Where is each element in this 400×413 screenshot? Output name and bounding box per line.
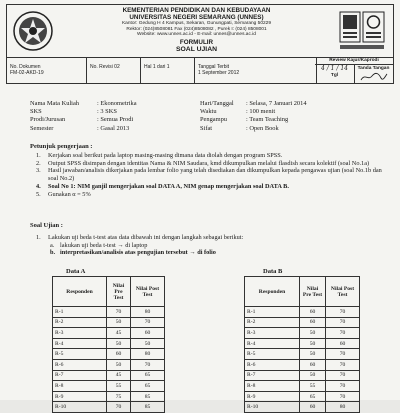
info-value: : 3 SKS — [97, 108, 117, 116]
info-row — [30, 100, 137, 108]
cell: 70 — [131, 317, 165, 328]
cell: R-1 — [245, 307, 300, 318]
column-header: Responden — [53, 277, 107, 307]
signature-icon — [359, 72, 389, 82]
cell: R-3 — [53, 328, 107, 339]
cell: 60 — [300, 307, 326, 318]
document-meta-row — [6, 58, 394, 84]
cell: R-10 — [245, 402, 300, 413]
issue-date-label: Tanggal Terbit — [198, 64, 230, 70]
item-number: 1. — [36, 234, 41, 241]
page-count-label: Hal 1 dari 1 — [144, 64, 170, 70]
instructions-heading: Petunjuk pengerjaan : — [30, 143, 93, 150]
table-row — [53, 317, 165, 328]
letterhead — [6, 4, 394, 58]
list-item — [36, 152, 386, 160]
table-row — [53, 359, 165, 370]
info-value: : 100 menit — [246, 108, 276, 116]
table-row — [53, 370, 165, 381]
cell: 60 — [300, 317, 326, 328]
cell: R-10 — [53, 402, 107, 413]
table-row — [245, 370, 360, 381]
instructions-list — [36, 152, 386, 198]
cell: 50 — [107, 317, 131, 328]
question-item — [36, 234, 386, 242]
cell: 55 — [300, 381, 326, 392]
doc-number-label: No. Dokumen — [10, 64, 41, 70]
column-header: Nilai Pre Test — [300, 277, 326, 307]
cell: R-6 — [245, 359, 300, 370]
info-label: Prodi/Jurusan — [30, 116, 66, 124]
table-row — [245, 328, 360, 339]
course-info-left — [30, 100, 137, 133]
info-label: Pengampu — [200, 116, 227, 124]
unnes-logo-icon — [12, 10, 54, 52]
info-label: Hari/Tanggal — [200, 100, 234, 107]
table-row — [53, 391, 165, 402]
cell: 70 — [326, 317, 360, 328]
table-row — [245, 359, 360, 370]
sub-item — [48, 249, 386, 257]
question-text: Lakukan uji beda t-test atas data dibawah ini dengan langkah sebagai berikut: — [48, 234, 244, 241]
cell: 70 — [326, 391, 360, 402]
cell: 70 — [326, 381, 360, 392]
list-item — [36, 160, 386, 168]
table-row — [245, 338, 360, 349]
info-row — [30, 125, 137, 133]
info-row — [30, 108, 137, 116]
item-number: 1. — [36, 152, 41, 159]
questions-list — [36, 234, 386, 257]
cell: R-9 — [53, 391, 107, 402]
info-label: Waktu — [200, 108, 217, 116]
sub-item-text: lakukan uji beda t-test → di laptop — [60, 241, 148, 249]
column-header: Nilai Pre Test — [107, 277, 131, 307]
info-label: Semester — [30, 124, 54, 132]
review-signature-cell — [354, 65, 393, 85]
cell: 65 — [300, 391, 326, 402]
table-row — [245, 381, 360, 392]
list-item — [36, 167, 386, 182]
cell: R-5 — [53, 349, 107, 360]
form-title: SOAL UJIAN — [175, 45, 218, 53]
info-row — [30, 116, 137, 124]
cell: R-9 — [245, 391, 300, 402]
cell: 60 — [300, 359, 326, 370]
item-text: Gunakan α = 5% — [48, 190, 91, 198]
address-line-1: Kantor: Gedung H 4 Kampus, Sekaran, Gunungpati, Semarang 50229 — [121, 21, 272, 26]
table-row — [53, 307, 165, 318]
table-row — [53, 338, 165, 349]
item-number: a. — [50, 241, 55, 249]
item-number: b. — [50, 249, 56, 257]
cell: 80 — [326, 402, 360, 413]
item-number: 2. — [36, 159, 41, 167]
info-label: Sifat — [200, 124, 213, 132]
cell: 50 — [300, 328, 326, 339]
cell: 60 — [326, 338, 360, 349]
cell: 55 — [107, 381, 131, 392]
cell: 70 — [131, 359, 165, 370]
cell: 85 — [131, 391, 165, 402]
course-info-right — [200, 100, 307, 133]
cell: 50 — [300, 338, 326, 349]
doc-number-value: FM-02-AKD-19 — [10, 70, 44, 76]
cell: 60 — [107, 349, 131, 360]
table-row — [53, 402, 165, 413]
cell: 70 — [326, 349, 360, 360]
item-text: Output SPSS disimpan dengan identitas Nama & NIM Saudara, kmd dikumpulkan melalui flasdish secara kolektif (soal No.1a) — [48, 159, 370, 167]
cell: 70 — [326, 359, 360, 370]
doc-number-cell — [7, 58, 87, 83]
column-header: Nilai Post Test — [326, 277, 360, 307]
table-row — [245, 402, 360, 413]
issue-date-cell — [195, 58, 317, 83]
table-row — [245, 391, 360, 402]
cell: 70 — [107, 402, 131, 413]
cell: R-8 — [245, 381, 300, 392]
list-item — [36, 191, 386, 199]
table-row — [53, 349, 165, 360]
info-value: : Team Teaching — [246, 116, 289, 124]
table-row — [245, 307, 360, 318]
questions-heading: Soal Ujian : — [30, 222, 63, 229]
cell: 50 — [300, 370, 326, 381]
cell: 45 — [107, 370, 131, 381]
sub-item-text: interpretasikan/analisis atas pengujian tersebut → di folio — [60, 249, 216, 257]
address-line-3: Website: www.unnes.ac.id - E-mail: unnes@unnes.ac.id — [137, 32, 256, 38]
cell: R-1 — [53, 307, 107, 318]
item-number: 4. — [36, 182, 41, 190]
cell: 65 — [131, 370, 165, 381]
table-row — [53, 328, 165, 339]
info-label: SKS — [30, 108, 42, 116]
page-count-cell — [141, 58, 195, 83]
info-row — [200, 108, 307, 116]
info-row — [200, 125, 307, 133]
info-row — [200, 116, 307, 124]
iso-certification-icon — [337, 9, 387, 53]
cell: R-4 — [53, 338, 107, 349]
letterhead-text — [62, 7, 331, 53]
table-header-row — [53, 277, 165, 307]
data-table-a — [52, 276, 165, 413]
table-row — [245, 349, 360, 360]
review-date-cell — [315, 65, 355, 83]
item-number: 3. — [36, 167, 41, 175]
table-row — [245, 317, 360, 328]
table-row — [53, 381, 165, 392]
info-row — [200, 100, 307, 108]
cell: 60 — [131, 328, 165, 339]
cell: R-8 — [53, 381, 107, 392]
info-value: : Semua Prodi — [97, 116, 134, 124]
cell: R-2 — [53, 317, 107, 328]
table-header-row — [245, 277, 360, 307]
list-item — [36, 183, 386, 191]
ministry-name: KEMENTERIAN PENDIDIKAN DAN KEBUDAYAAN — [122, 7, 271, 14]
cell: R-3 — [245, 328, 300, 339]
table-a-label: Data A — [66, 268, 86, 275]
form-label: FORMULIR — [179, 38, 214, 46]
cell: R-5 — [245, 349, 300, 360]
item-text: Hasil jawaban/analisis dikerjakan pada lembar folio yang telah disediakan dan dikumpulkan kepada pengawas ujian (soal No.1b dan soal No.2) — [48, 167, 382, 183]
cell: 85 — [131, 402, 165, 413]
item-text: Kerjakan soal berikut pada laptop masing-masing dimana data diolah dengan program SPSS. — [48, 152, 283, 159]
revision-cell — [87, 58, 141, 83]
cell: 70 — [107, 307, 131, 318]
cell: 65 — [131, 381, 165, 392]
cell: R-7 — [53, 370, 107, 381]
review-date-label: Tgl — [330, 73, 339, 78]
column-header: Responden — [245, 277, 300, 307]
review-date-value: 4 / 1 / 14 — [321, 65, 348, 72]
cell: 50 — [107, 359, 131, 370]
info-value: : Open Book — [246, 124, 279, 132]
item-number: 5. — [36, 190, 41, 198]
cell: 70 — [326, 370, 360, 381]
item-text: Soal No 1: NIM ganjil mengerjakan soal DATA A, NIM genap mengerjakan soal DATA B. — [48, 182, 289, 190]
data-table-b — [244, 276, 360, 413]
cell: 80 — [131, 349, 165, 360]
cell: R-6 — [53, 359, 107, 370]
column-header: Nilai Post Test — [131, 277, 165, 307]
cell: 75 — [107, 391, 131, 402]
cell: 50 — [107, 338, 131, 349]
cell: R-2 — [245, 317, 300, 328]
info-value: : Gasal 2013 — [97, 124, 130, 132]
revision-label: No. Revisi 02 — [90, 64, 120, 70]
sub-item — [48, 242, 386, 250]
address-line-2: Rektor: (024)8508081 Fax (024)8508082 , Purek I: (024) 8508001 — [126, 26, 267, 32]
info-value: : Selasa, 7 Januari 2014 — [246, 100, 307, 107]
info-value: : Ekonometrika — [97, 100, 137, 107]
cell: 45 — [107, 328, 131, 339]
cell: 60 — [300, 402, 326, 413]
issue-date-value: 1 September 2012 — [198, 70, 240, 76]
info-label: Nama Mata Kuliah — [30, 100, 79, 107]
university-name: UNIVERSITAS NEGERI SEMARANG (UNNES) — [129, 14, 264, 21]
cell: R-4 — [245, 338, 300, 349]
review-box — [315, 58, 393, 83]
review-title: Review Kajur/Kaprodi — [315, 58, 393, 65]
cell: R-7 — [245, 370, 300, 381]
table-b-label: Data B — [263, 268, 283, 275]
cell: 70 — [326, 328, 360, 339]
cell: 80 — [131, 307, 165, 318]
cell: 50 — [131, 338, 165, 349]
signature-label: Tanda Tangan — [357, 66, 390, 71]
cell: 50 — [300, 349, 326, 360]
cell: 70 — [326, 307, 360, 318]
